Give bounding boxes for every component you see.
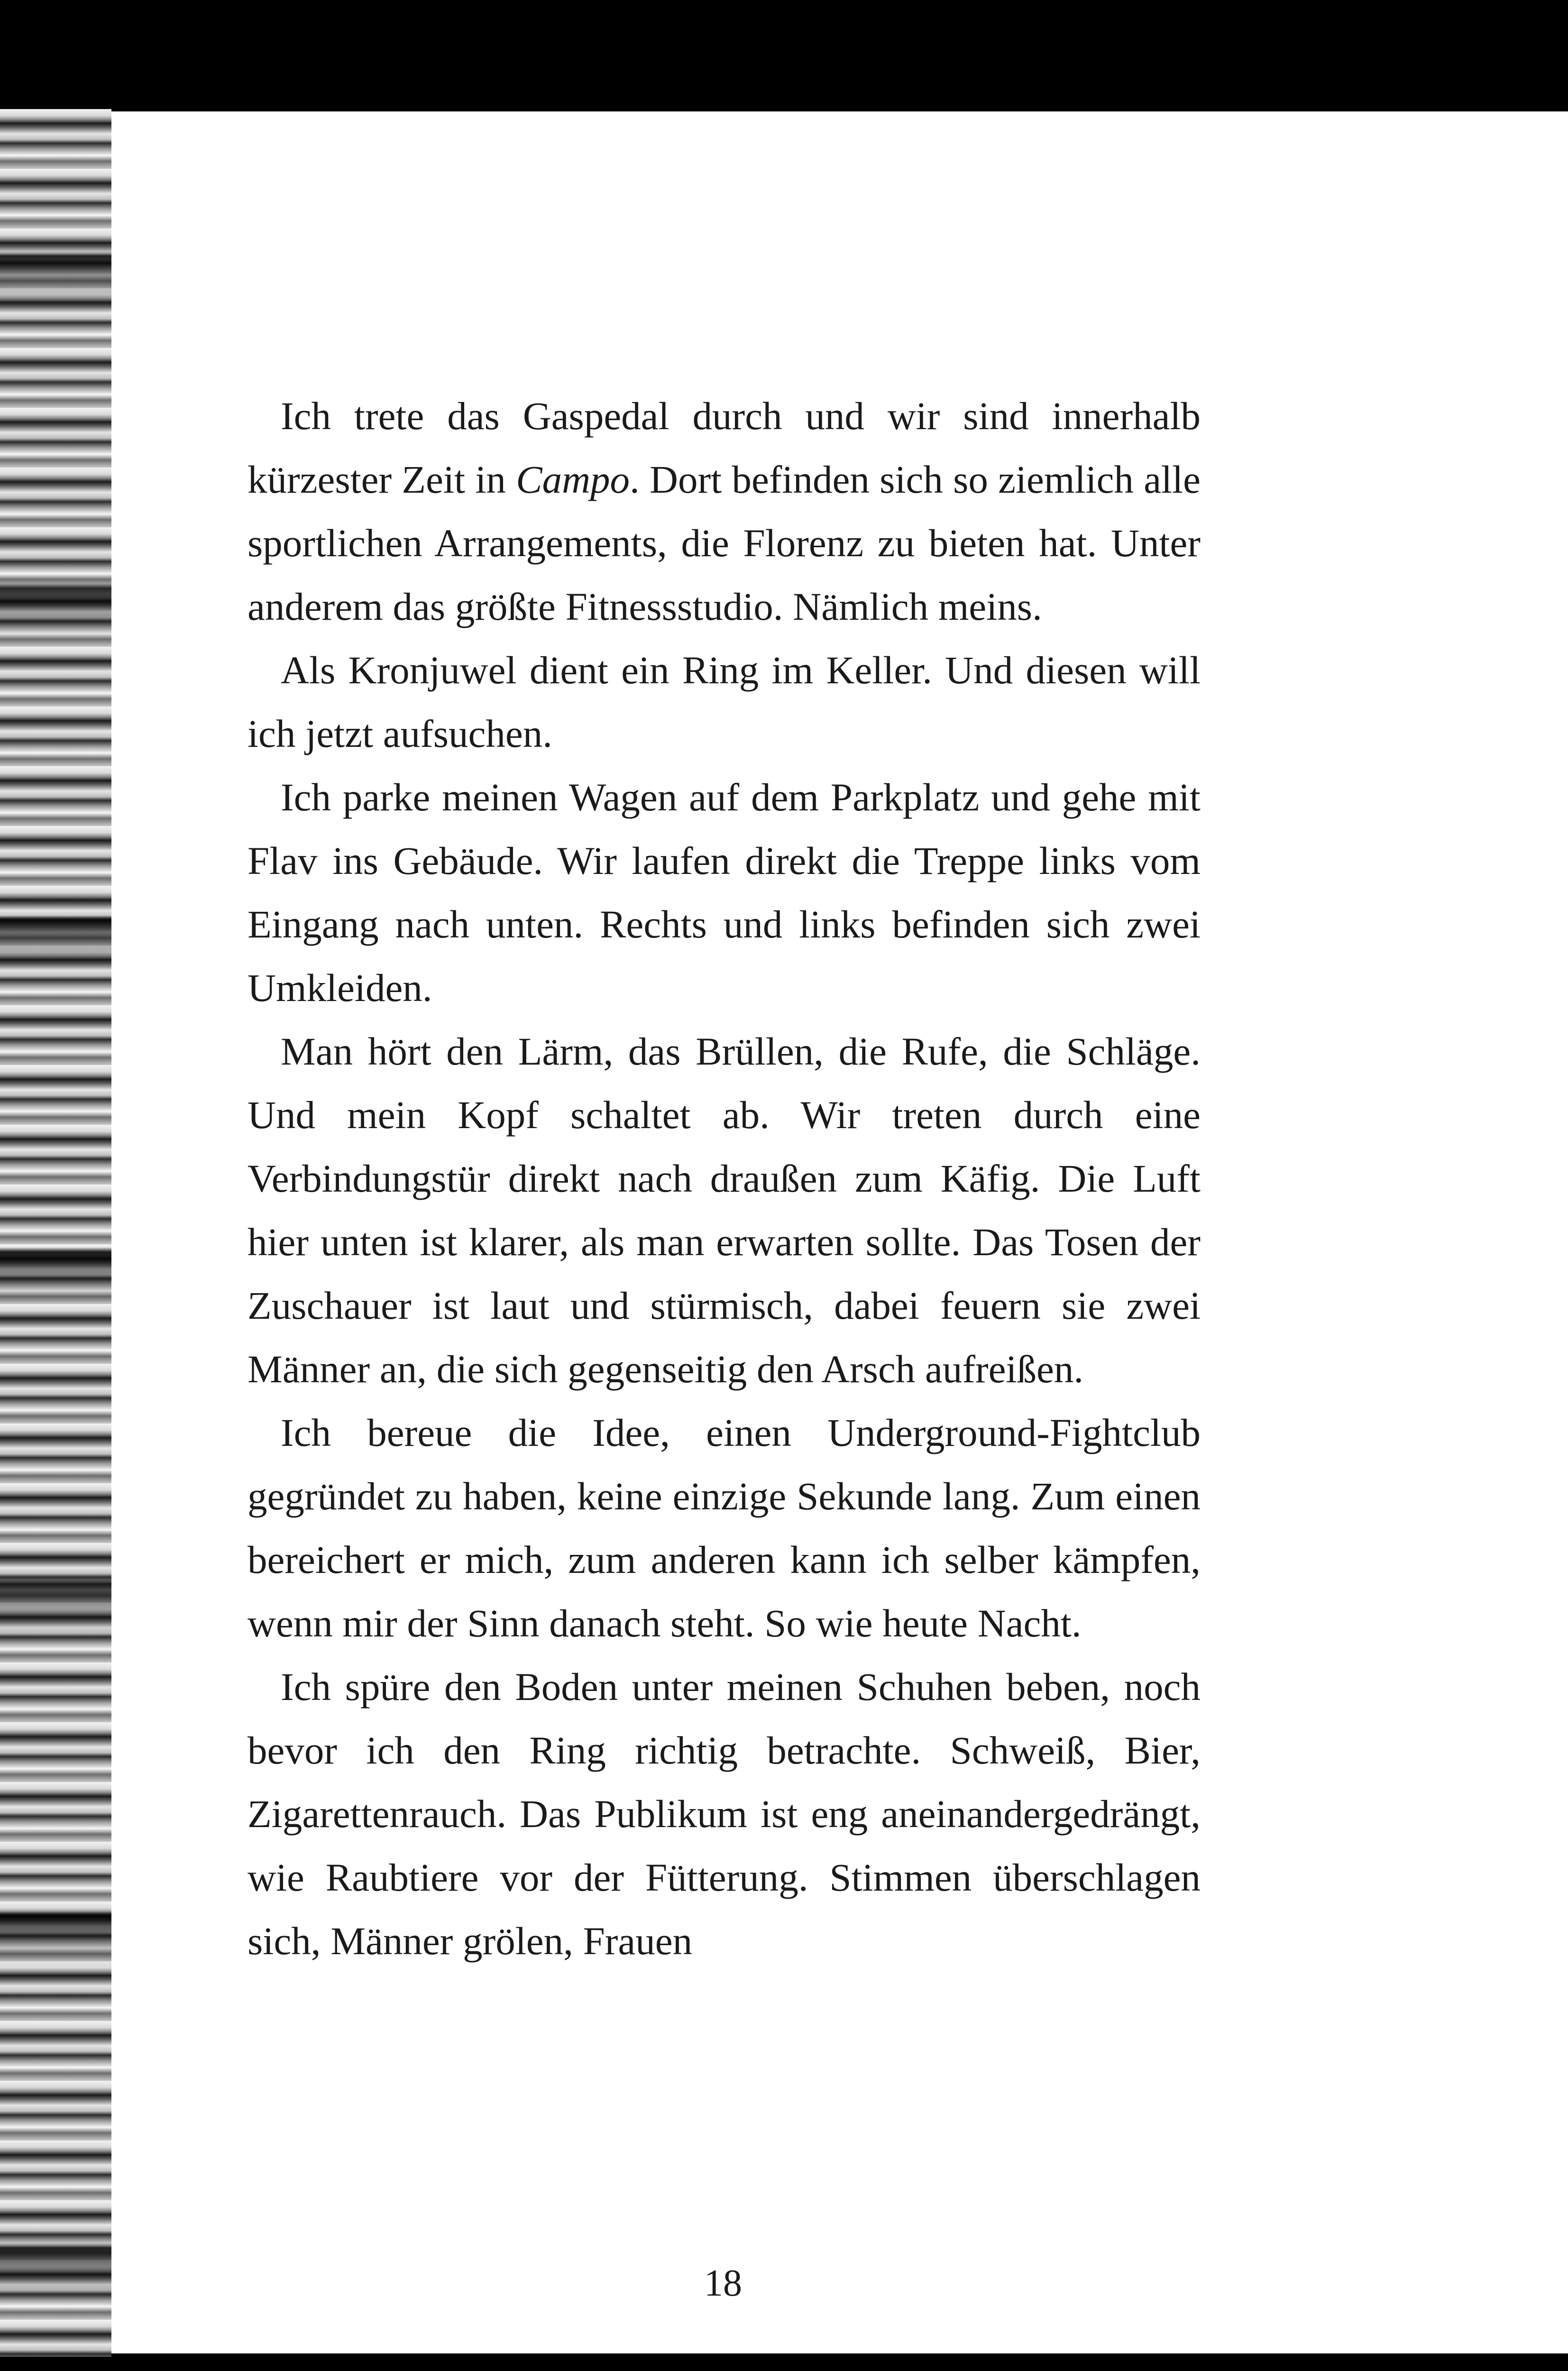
paragraph-5: Ich bereue die Idee, einen Underground-Fightclub gegründet zu haben, keine einzige Sekunde lang. Zum einen bereichert er mich, zum anderen kann ich selber kämpfen, wenn mir der Sinn danach steht. So wie heute Nacht. <box>248 1411 1201 1645</box>
scan-edge-strip <box>0 109 111 2357</box>
paragraph-1 <box>248 384 1201 638</box>
page-number: 18 <box>704 2262 742 2304</box>
paragraph-1-end: . Dort befinden sich so ziemlich alle sportlichen Arrangements, die Florenz zu bieten hat. Unter anderem das größte Fitnessstudio. Nämlich meins. <box>248 458 1201 628</box>
book-page <box>111 111 1568 2353</box>
body-text <box>248 384 1201 1973</box>
paragraph-2: Als Kronjuwel dient ein Ring im Keller. Und diesen will ich jetzt aufsuchen. <box>248 648 1201 755</box>
paragraph-1-emphasis: Campo <box>516 458 630 501</box>
paragraph-4: Man hört den Lärm, das Brüllen, die Rufe, die Schläge. Und mein Kopf schaltet ab. Wir treten durch eine Verbindungstür direkt nach draußen zum Käfig. Die Luft hier unten ist klarer, als man erwarten sollte. Das Tosen der Zuschauer ist laut und stürmisch, dabei feuern sie zwei Männer an, die sich gegenseitig den Arsch aufreißen. <box>248 1029 1201 1391</box>
paragraph-1-start: Ich trete das Gaspedal durch und wir sind innerhalb kürzester Zeit in <box>248 394 1201 501</box>
paragraph-6: Ich spüre den Boden unter meinen Schuhen beben, noch bevor ich den Ring richtig betrachte. Schweiß, Bier, Zigarettenrauch. Das Publikum ist eng aneinandergedrängt, wie Raubtiere vor der Fütterung. Stimmen überschlagen sich, Männer grölen, Frauen <box>248 1665 1201 1963</box>
paragraph-3: Ich parke meinen Wagen auf dem Parkplatz und gehe mit Flav ins Gebäude. Wir laufen direkt die Treppe links vom Eingang nach unten. Rechts und links befinden sich zwei Umkleiden. <box>248 775 1201 1010</box>
